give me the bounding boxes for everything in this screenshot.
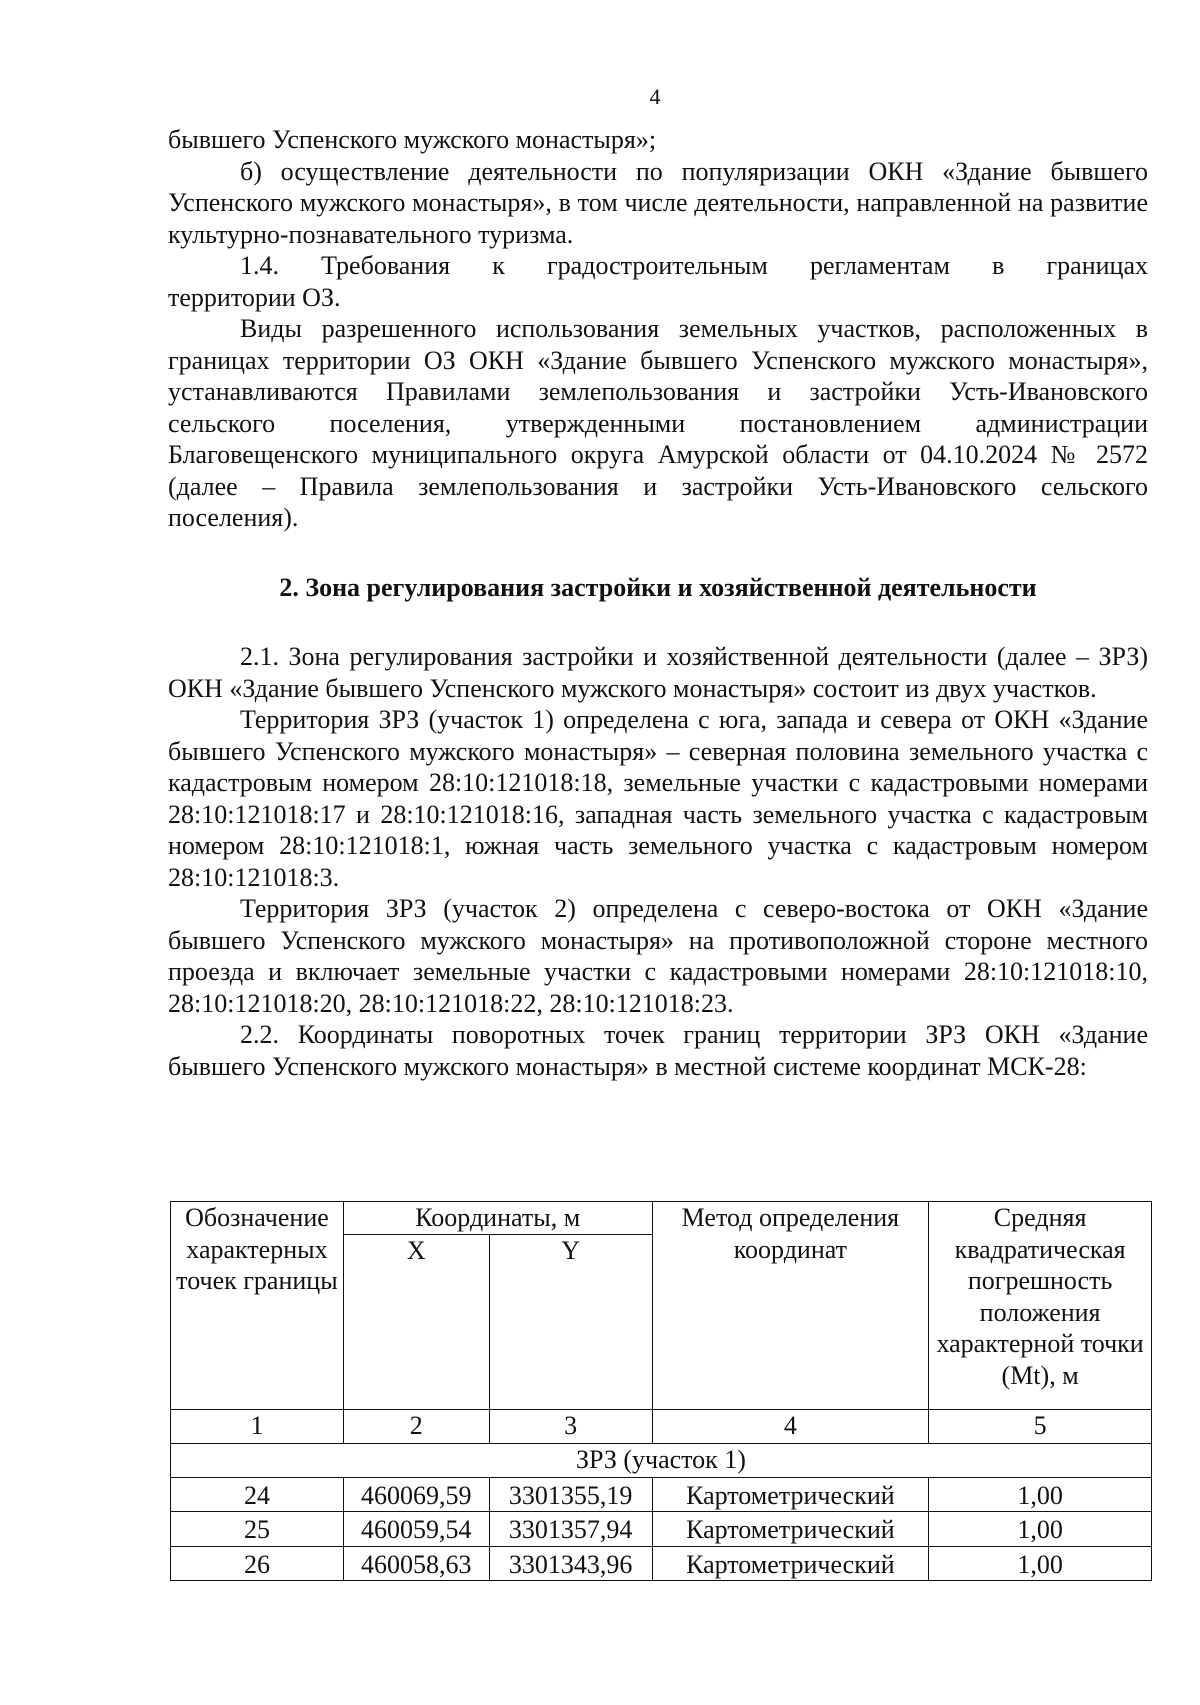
- cell-point: 24: [171, 1477, 344, 1512]
- header-coordinates: Координаты, м: [343, 1202, 652, 1235]
- document-body: [168, 124, 1148, 1082]
- paragraph-1-4-requirements: 1.4. Требования к градостроительным регламентам в границах: [240, 251, 1148, 280]
- paragraph-continuation: бывшего Успенского мужского монастыря»;: [168, 125, 657, 154]
- header-error: Средняя квадратическая погрешность положения характерной точки (Mt), м: [929, 1202, 1152, 1410]
- column-number: 5: [929, 1409, 1152, 1443]
- section-title: ЗРЗ (участок 1): [171, 1443, 1152, 1477]
- paragraph-permitted-use: Виды разрешенного использования земельных участков, расположенных в границах территории ОЗ ОКН «Здание бывшего Успенского мужского монастыря», устанавливаются Правилами землепользования и застройки Усть-Ивановского сельского поселения, утвержденными постановлением администрации Благовещенского муниципального округа Амурской области от 04.10.2024 № 2572 (далее – Правила землепользования и застройки Усть-Ивановского сельского поселения).: [168, 314, 1148, 532]
- column-number: 4: [652, 1409, 929, 1443]
- paragraph-b-popularization: б) осуществление деятельности по популяризации ОКН «Здание бывшего Успенского мужского монастыря», в том числе деятельности, направленной на развитие культурно-познавательного туризма.: [168, 156, 1148, 249]
- column-number-row: [171, 1409, 1152, 1443]
- cell-y: 3301355,19: [489, 1477, 652, 1512]
- paragraph-2-2: 2.2. Координаты поворотных точек границ территории ЗРЗ ОКН «Здание бывшего Успенского мужского монастыря» в местной системе координат МСК-28:: [168, 1020, 1148, 1081]
- table-row: [171, 1477, 1152, 1512]
- table-row: [171, 1546, 1152, 1581]
- cell-error: 1,00: [929, 1477, 1152, 1512]
- cell-x: 460059,54: [343, 1512, 489, 1547]
- section-row: [171, 1443, 1152, 1477]
- paragraph-1-4-requirements-end: территории ОЗ.: [168, 282, 341, 312]
- table-row: [171, 1512, 1152, 1547]
- cell-point: 25: [171, 1512, 344, 1547]
- cell-error: 1,00: [929, 1512, 1152, 1547]
- header-y: Y: [489, 1234, 652, 1409]
- cell-method: Картометрический: [652, 1512, 929, 1547]
- column-number: 3: [489, 1409, 652, 1443]
- cell-method: Картометрический: [652, 1477, 929, 1512]
- header-designation: Обозначение характерных точек границы: [171, 1202, 344, 1410]
- cell-point: 26: [171, 1546, 344, 1581]
- cell-x: 460058,63: [343, 1546, 489, 1581]
- paragraph-zrz-site-2: Территория ЗРЗ (участок 2) определена с северо-востока от ОКН «Здание бывшего Успенского мужского монастыря» на противоположной стороне местного проезда и включает земельные участки с кадастровыми номерами 28:10:121018:10, 28:10:121018:20, 28:10:121018:22, 28:10:121018:23.: [168, 894, 1148, 1018]
- table-header-row: [171, 1202, 1152, 1235]
- paragraph-2-1: 2.1. Зона регулирования застройки и хозяйственной деятельности (далее – ЗРЗ) ОКН «Здание бывшего Успенского мужского монастыря» состоит из двух участков.: [168, 642, 1148, 703]
- column-number: 1: [171, 1409, 344, 1443]
- column-number: 2: [343, 1409, 489, 1443]
- coordinates-table: [170, 1201, 1152, 1581]
- header-x: X: [343, 1234, 489, 1409]
- cell-y: 3301357,94: [489, 1512, 652, 1547]
- cell-error: 1,00: [929, 1546, 1152, 1581]
- cell-y: 3301343,96: [489, 1546, 652, 1581]
- cell-method: Картометрический: [652, 1546, 929, 1581]
- cell-x: 460069,59: [343, 1477, 489, 1512]
- paragraph-zrz-site-1: Территория ЗРЗ (участок 1) определена с юга, запада и севера от ОКН «Здание бывшего Успенского мужского монастыря» – северная половина земельного участка с кадастровым номером 28:10:121018:18, земельные участки с кадастровыми номерами 28:10:121018:17 и 28:10:121018:16, западная часть земельного участка с кадастровым номером 28:10:121018:1, южная часть земельного участка с кадастровым номером 28:10:121018:3.: [168, 705, 1148, 892]
- header-method: Метод определения координат: [652, 1202, 929, 1410]
- page-number: 4: [649, 84, 661, 109]
- section-heading: 2. Зона регулирования застройки и хозяйственной деятельности: [279, 572, 1037, 602]
